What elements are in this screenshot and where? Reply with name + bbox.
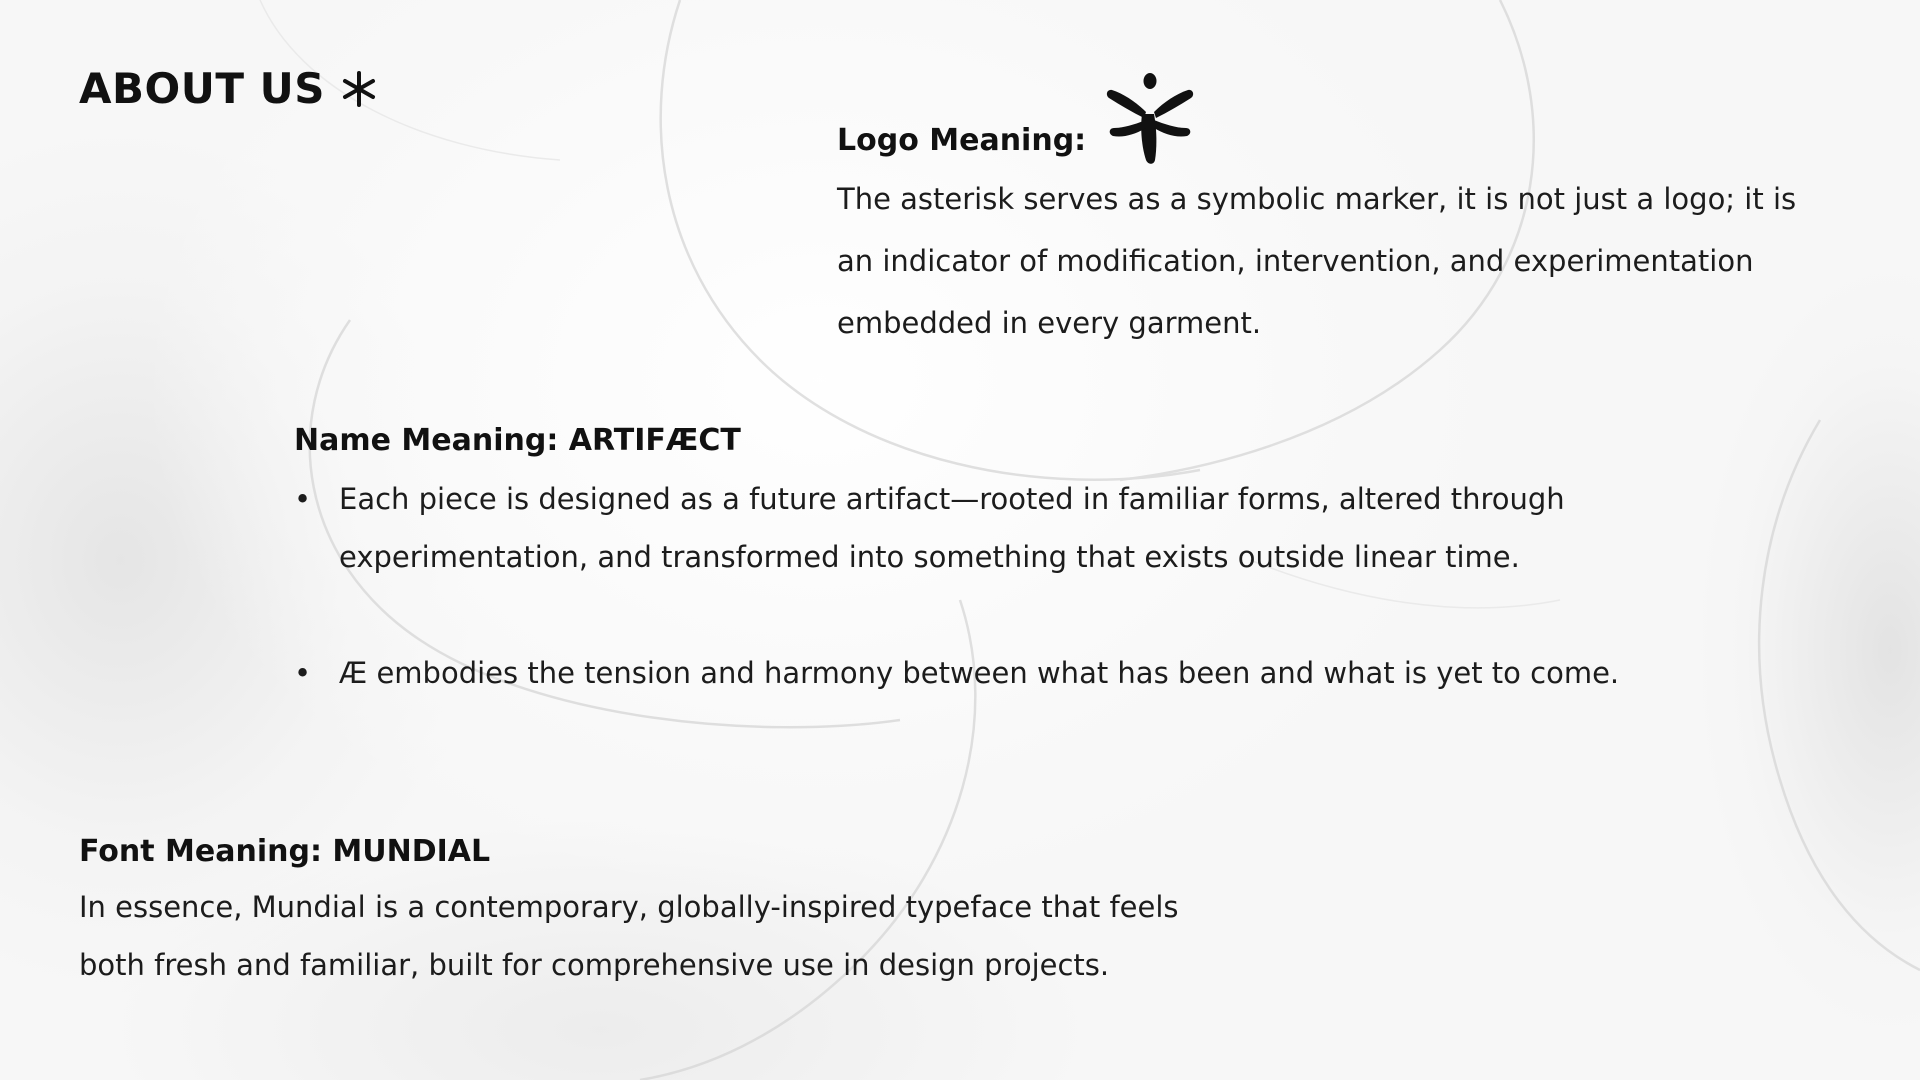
font-meaning-line-2: both fresh and familiar, built for comprehensive use in design projects. (79, 948, 1110, 982)
bullet-1-line-1: Each piece is designed as a future artifact—rooted in familiar forms, altered through (339, 482, 1565, 516)
bullet-icon: • (294, 656, 312, 690)
bullet-1-line-2: experimentation, and transformed into something that exists outside linear time. (339, 540, 1520, 574)
name-meaning-list (294, 470, 1744, 702)
list-item (294, 470, 1744, 586)
page-title (79, 64, 379, 113)
name-meaning-label: Name Meaning: ARTIFÆCT (294, 423, 741, 458)
logo-meaning-line-1: The asterisk serves as a symbolic marker, it is not just a logo; it is (837, 182, 1797, 216)
name-meaning-section (294, 416, 1744, 702)
logo-meaning-header (837, 70, 1847, 166)
list-item (294, 644, 1744, 702)
font-meaning-label: Font Meaning: MUNDIAL (79, 834, 491, 869)
logo-meaning-section (837, 70, 1847, 352)
bullet-icon: • (294, 482, 312, 516)
page-title-text: ABOUT US (79, 64, 325, 113)
logo-meaning-line-2: an indicator of modification, intervention, and experimentation (837, 244, 1754, 278)
logo-meaning-label: Logo Meaning: (837, 123, 1087, 158)
bullet-2-line-1: Æ embodies the tension and harmony between what has been and what is yet to come. (339, 656, 1620, 690)
asterisk-logo-icon (1102, 70, 1198, 166)
logo-meaning-line-3: embedded in every garment. (837, 306, 1262, 340)
asterisk-icon (339, 69, 379, 109)
font-meaning-section (79, 826, 1379, 994)
font-meaning-line-1: In essence, Mundial is a contemporary, globally-inspired typeface that feels (79, 890, 1179, 924)
